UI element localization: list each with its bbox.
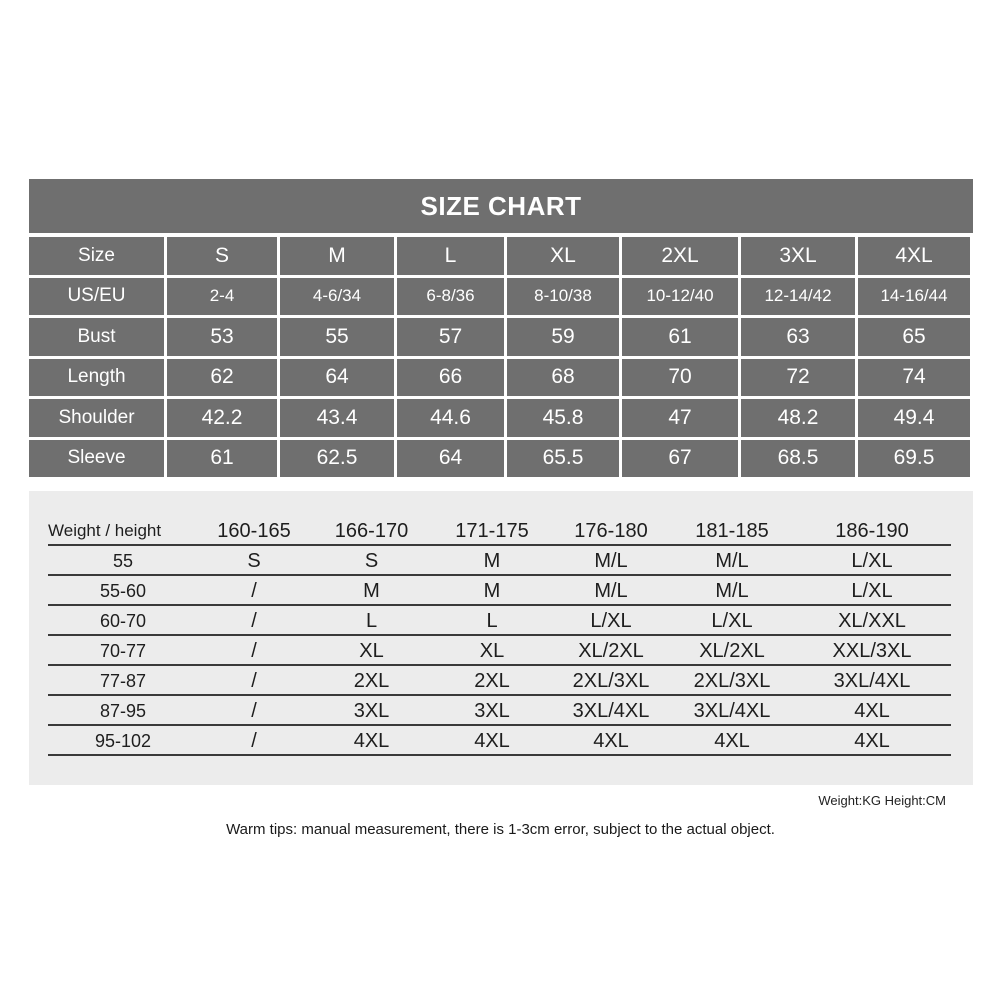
size-chart-column-header: S	[167, 237, 277, 275]
recommended-size-cell: 4XL	[854, 700, 890, 722]
size-chart-column-header: XL	[507, 237, 619, 275]
weight-height-row	[48, 606, 951, 636]
recommended-size-cell: /	[251, 640, 257, 662]
size-chart-cell: 43.4	[280, 399, 394, 437]
weight-height-row	[48, 576, 951, 606]
recommended-size-cell: M/L	[715, 550, 749, 572]
size-chart-cell: 68	[507, 359, 619, 397]
size-chart-cell: 53	[167, 318, 277, 356]
recommended-size-cell: /	[251, 670, 257, 692]
units-note: Weight:KG Height:CM	[818, 793, 946, 808]
recommended-size-cell: XL/2XL	[578, 640, 644, 662]
recommended-size-cell: /	[251, 700, 257, 722]
size-chart-cell: 62.5	[280, 440, 394, 478]
size-chart-row-label: Bust	[29, 318, 164, 356]
recommended-size-cell: 2XL	[353, 670, 390, 692]
recommended-size-cell: L	[486, 610, 498, 632]
size-chart-column-header: 4XL	[858, 237, 970, 275]
recommended-size-cell: M/L	[594, 580, 628, 602]
recommended-size-cell: XXL/3XL	[832, 640, 912, 662]
recommended-size-cell: 4XL	[593, 730, 629, 752]
size-chart-cell: 59	[507, 318, 619, 356]
recommended-size-cell: 3XL/4XL	[693, 700, 771, 722]
recommended-size-cell: 3XL	[353, 700, 390, 722]
size-chart-cell: 48.2	[741, 399, 855, 437]
recommended-size-cell: 3XL	[474, 700, 510, 722]
size-chart-cell: 63	[741, 318, 855, 356]
weight-range-label: 60-70	[99, 611, 147, 631]
height-range-header: 166-170	[334, 520, 409, 542]
size-chart-column-header: M	[280, 237, 394, 275]
size-chart-cell: 65	[858, 318, 970, 356]
tips-note: Warm tips: manual measurement, there is 1-3cm error, subject to the actual object.	[226, 821, 775, 838]
size-chart-cell: 8-10/38	[507, 278, 619, 316]
size-chart-cell: 62	[167, 359, 277, 397]
recommended-size-cell: M	[483, 580, 501, 602]
recommended-size-cell: XL	[479, 640, 505, 662]
size-chart-column-header: 2XL	[622, 237, 738, 275]
size-chart-cell: 2-4	[167, 278, 277, 316]
recommended-size-cell: 4XL	[474, 730, 510, 752]
height-range-header: 171-175	[455, 520, 529, 542]
weight-range-label: 55-60	[99, 581, 147, 601]
weight-range-label: 70-77	[99, 641, 147, 661]
recommended-size-cell: L/XL	[851, 550, 893, 572]
size-chart-cell: 45.8	[507, 399, 619, 437]
weight-height-row	[48, 546, 951, 576]
size-chart-cell: 14-16/44	[858, 278, 970, 316]
size-chart-cell: 12-14/42	[741, 278, 855, 316]
recommended-size-cell: 4XL	[353, 730, 390, 752]
weight-range-label: 95-102	[94, 731, 152, 751]
weight-range-label: 87-95	[99, 701, 147, 721]
weight-range-label: 77-87	[99, 671, 147, 691]
weight-height-row	[48, 726, 951, 756]
size-chart-cell: 68.5	[741, 440, 855, 478]
weight-height-panel	[29, 491, 973, 785]
recommended-size-cell: /	[251, 730, 257, 752]
size-chart-cell: 69.5	[858, 440, 970, 478]
size-chart-cell: 57	[397, 318, 504, 356]
recommended-size-cell: XL/2XL	[699, 640, 765, 662]
height-range-header: 186-190	[835, 520, 909, 542]
size-chart-cell: 55	[280, 318, 394, 356]
size-chart-title: SIZE CHART	[29, 179, 973, 233]
weight-height-row	[48, 666, 951, 696]
size-chart-row-label: US/EU	[29, 278, 164, 316]
recommended-size-cell: M/L	[594, 550, 628, 572]
recommended-size-cell: /	[251, 580, 257, 602]
recommended-size-cell: S	[247, 550, 261, 572]
size-chart-header-label: Size	[29, 237, 164, 275]
recommended-size-cell: L	[365, 610, 378, 632]
size-chart-cell: 47	[622, 399, 738, 437]
size-chart	[29, 179, 973, 475]
weight-height-row	[48, 696, 951, 726]
weight-height-row	[48, 636, 951, 666]
recommended-size-cell: 2XL/3XL	[693, 670, 771, 692]
recommended-size-cell: 2XL	[474, 670, 510, 692]
recommended-size-cell: 4XL	[854, 730, 890, 752]
recommended-size-cell: L/XL	[590, 610, 632, 632]
recommended-size-cell: 3XL/4XL	[833, 670, 911, 692]
recommended-size-cell: M/L	[715, 580, 749, 602]
size-chart-column-header: L	[397, 237, 504, 275]
size-chart-row-label: Sleeve	[29, 440, 164, 478]
size-chart-cell: 49.4	[858, 399, 970, 437]
size-chart-cell: 64	[397, 440, 504, 478]
recommended-size-cell: L/XL	[851, 580, 893, 602]
size-chart-cell: 72	[741, 359, 855, 397]
recommended-size-cell: 4XL	[714, 730, 750, 752]
recommended-size-cell: S	[364, 550, 379, 572]
recommended-size-cell: /	[251, 610, 257, 632]
size-chart-cell: 6-8/36	[397, 278, 504, 316]
size-chart-column-header: 3XL	[741, 237, 855, 275]
recommended-size-cell: 3XL/4XL	[572, 700, 650, 722]
size-chart-cell: 44.6	[397, 399, 504, 437]
height-range-header: 160-165	[217, 520, 291, 542]
size-chart-cell: 42.2	[167, 399, 277, 437]
recommended-size-cell: XL	[359, 640, 384, 662]
size-chart-row-label: Shoulder	[29, 399, 164, 437]
size-chart-cell: 65.5	[507, 440, 619, 478]
size-chart-cell: 61	[167, 440, 277, 478]
weight-height-corner-label: Weight / height	[48, 521, 162, 540]
size-chart-cell: 70	[622, 359, 738, 397]
size-chart-table	[29, 237, 973, 477]
recommended-size-cell: 2XL/3XL	[572, 670, 650, 692]
height-range-header: 181-185	[695, 520, 769, 542]
size-chart-cell: 4-6/34	[280, 278, 394, 316]
weight-height-header-row	[48, 516, 951, 546]
recommended-size-cell: M	[363, 580, 380, 602]
size-chart-cell: 61	[622, 318, 738, 356]
size-chart-cell: 67	[622, 440, 738, 478]
size-chart-cell: 74	[858, 359, 970, 397]
recommended-size-cell: L/XL	[711, 610, 753, 632]
size-chart-cell: 10-12/40	[622, 278, 738, 316]
weight-height-table	[48, 516, 951, 756]
size-chart-cell: 66	[397, 359, 504, 397]
recommended-size-cell: M	[483, 550, 501, 572]
size-chart-cell: 64	[280, 359, 394, 397]
recommended-size-cell: XL/XXL	[838, 610, 906, 632]
size-chart-row-label: Length	[29, 359, 164, 397]
weight-range-label: 55	[112, 551, 134, 571]
height-range-header: 176-180	[574, 520, 648, 542]
